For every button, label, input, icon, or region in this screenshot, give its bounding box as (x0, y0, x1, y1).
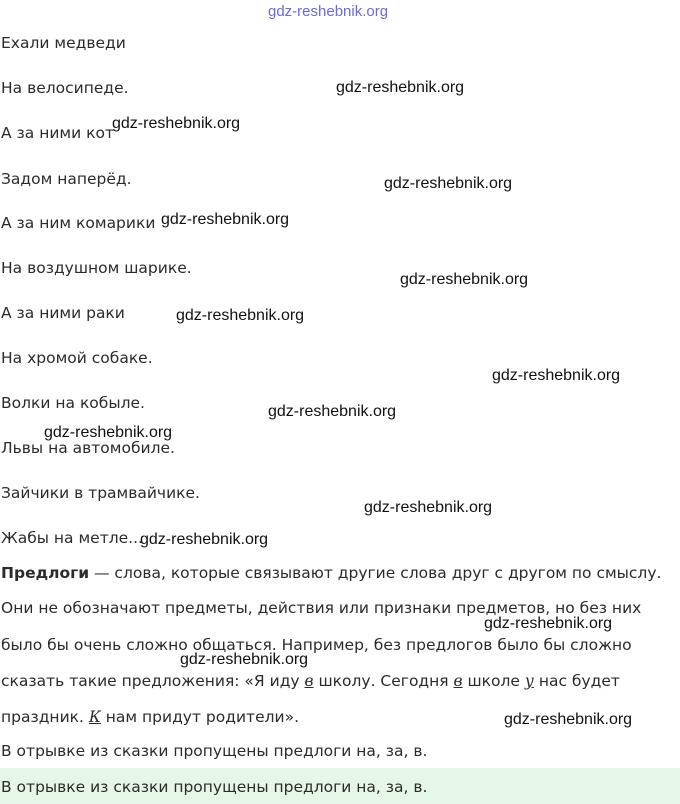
watermark: gdz-reshebnik.org (268, 3, 389, 20)
watermark: gdz-reshebnik.org (180, 651, 309, 668)
task-text: В отрывке из сказки пропущены предлоги на, за, в. (1, 742, 428, 760)
watermark: gdz-reshebnik.org (161, 211, 290, 228)
watermark: gdz-reshebnik.org (140, 531, 269, 548)
poem-line: Львы на автомобиле. (1, 439, 175, 457)
watermark: gdz-reshebnik.org (268, 403, 397, 420)
term-predlogi: Предлоги (1, 564, 90, 582)
watermark: gdz-reshebnik.org (492, 367, 621, 384)
poem-line: Жабы на метле... (1, 529, 143, 547)
poem-line: На велосипеде. (1, 79, 129, 97)
watermark: gdz-reshebnik.org (364, 499, 493, 516)
poem-line: А за ним комарики (1, 214, 156, 232)
poem-line: Волки на кобыле. (1, 394, 145, 412)
poem-line: На хромой собаке. (1, 349, 153, 367)
poem-line: А за ними кот (1, 124, 114, 142)
watermark: gdz-reshebnik.org (400, 271, 529, 288)
watermark: gdz-reshebnik.org (384, 175, 513, 192)
answer-block (0, 768, 680, 804)
poem-line: А за ними раки (1, 304, 125, 322)
example-preposition: в (453, 672, 463, 690)
poem-line: На воздушном шарике. (1, 259, 192, 277)
poem-line: Зайчики в трамвайчике. (1, 484, 200, 502)
watermark: gdz-reshebnik.org (176, 307, 305, 324)
example-preposition: в (304, 672, 314, 690)
example-preposition: К (88, 708, 101, 726)
watermark: gdz-reshebnik.org (44, 424, 173, 441)
watermark: gdz-reshebnik.org (504, 711, 633, 728)
watermark: gdz-reshebnik.org (484, 615, 613, 632)
poem-line: Ехали медведи (1, 34, 126, 52)
answer-text: В отрывке из сказки пропущены предлоги на, за, в. (1, 778, 428, 796)
watermark: gdz-reshebnik.org (112, 115, 241, 132)
watermark: gdz-reshebnik.org (336, 79, 465, 96)
example-preposition: у (524, 672, 534, 690)
poem-line: Задом наперёд. (1, 170, 132, 188)
